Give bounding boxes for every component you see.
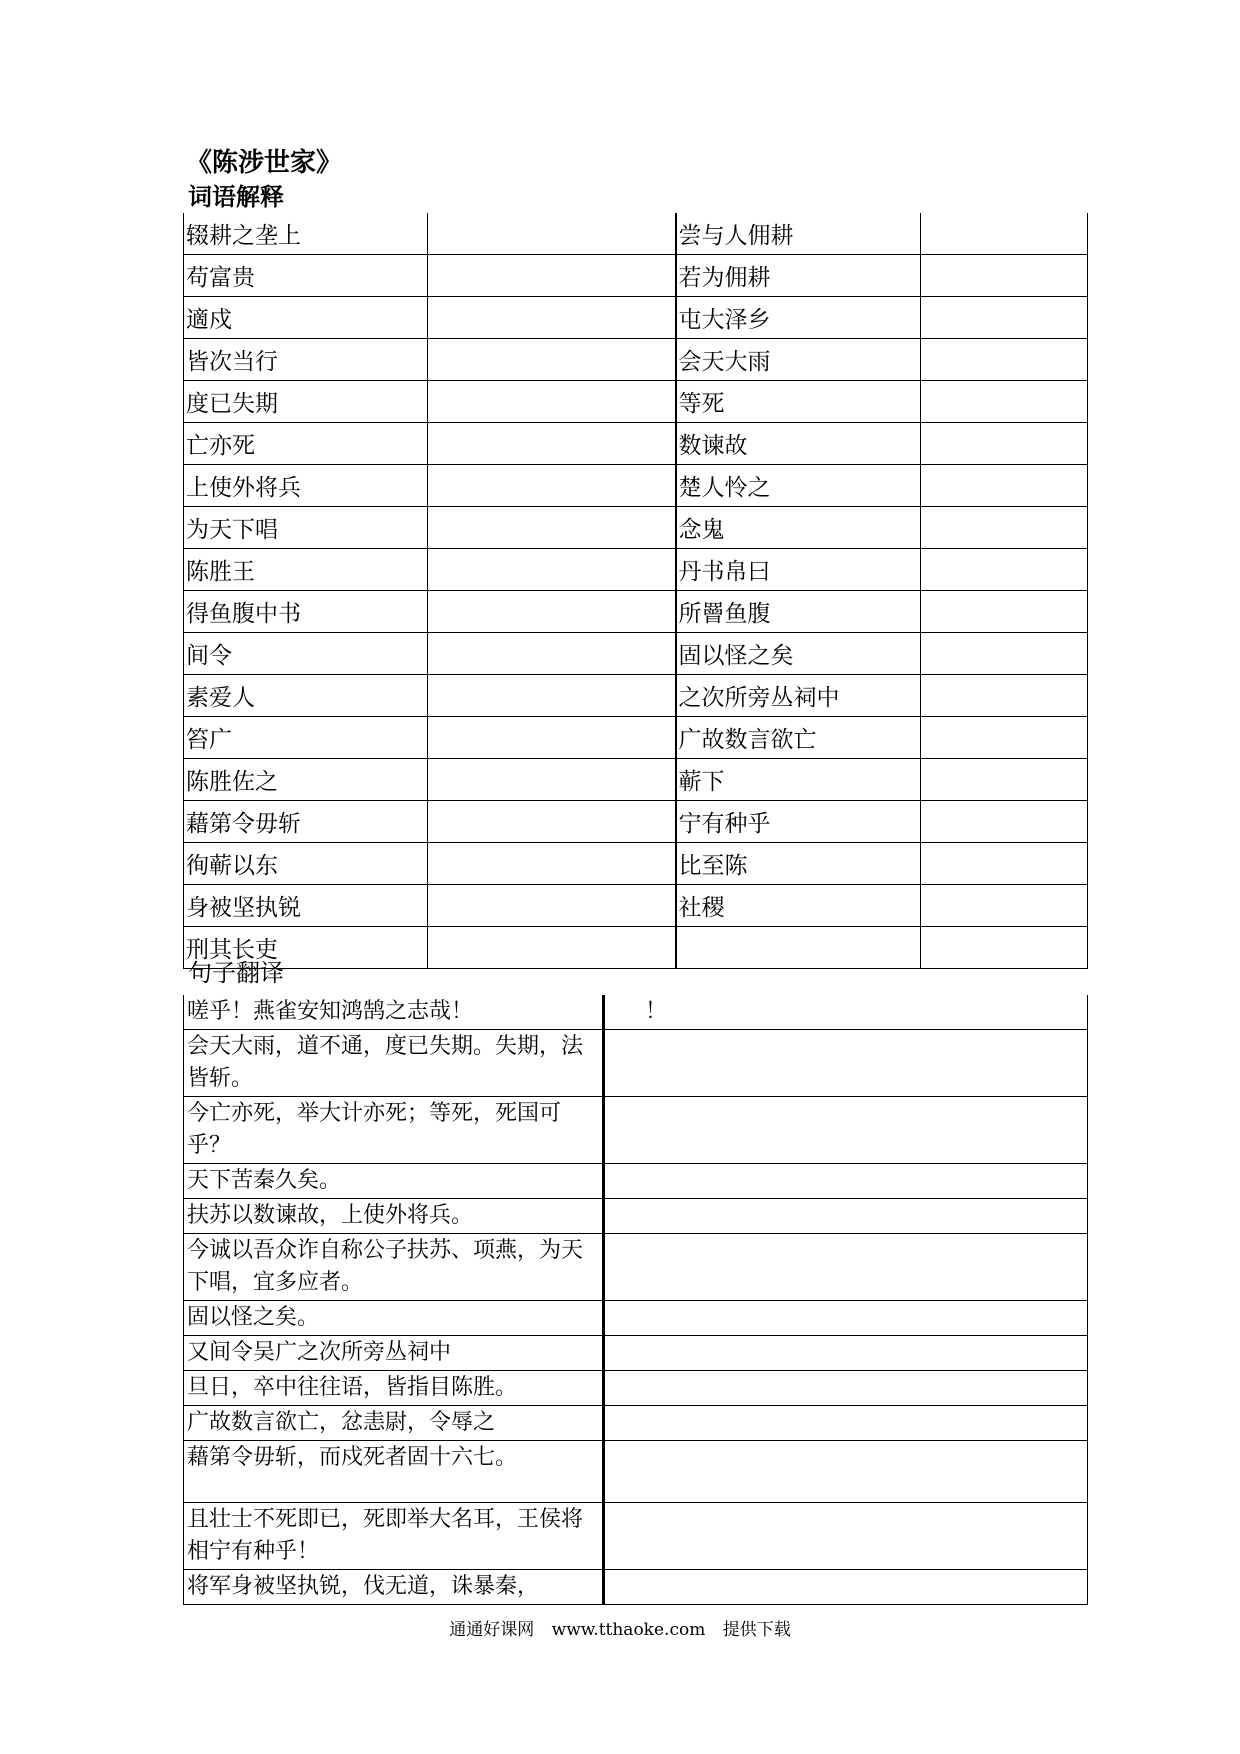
translation-answer[interactable] xyxy=(604,1234,1088,1301)
translation-row xyxy=(184,1301,1088,1336)
vocab-term-right: 社稷 xyxy=(676,885,921,927)
vocab-term-left: 身被坚执锐 xyxy=(184,885,428,927)
translation-sentence: 扶苏以数谏故，上使外将兵。 xyxy=(184,1199,604,1234)
vocab-term-right: 等死 xyxy=(676,381,921,423)
vocab-answer-left[interactable] xyxy=(428,381,676,423)
vocab-term-left: 得鱼腹中书 xyxy=(184,591,428,633)
translation-sentence: 今亡亦死，举大计亦死；等死，死国可乎？ xyxy=(184,1097,604,1164)
vocab-row xyxy=(184,507,1088,549)
translation-answer[interactable] xyxy=(604,1030,1088,1097)
translation-sentence: 且壮士不死即已，死即举大名耳，王侯将相宁有种乎！ xyxy=(184,1503,604,1570)
vocab-term-right: 会天大雨 xyxy=(676,339,921,381)
translation-table xyxy=(183,995,1088,1605)
translation-answer[interactable] xyxy=(604,1336,1088,1371)
translation-answer[interactable] xyxy=(604,1301,1088,1336)
vocab-row xyxy=(184,297,1088,339)
vocab-answer-left[interactable] xyxy=(428,633,676,675)
translation-row xyxy=(184,1030,1088,1097)
vocab-row xyxy=(184,549,1088,591)
vocab-answer-left[interactable] xyxy=(428,675,676,717)
vocab-term-left: 陈胜王 xyxy=(184,549,428,591)
vocab-answer-left[interactable] xyxy=(428,801,676,843)
vocab-term-left: 上使外将兵 xyxy=(184,465,428,507)
translation-heading: 句子翻译 xyxy=(188,959,284,987)
vocab-answer-right[interactable] xyxy=(921,591,1088,633)
translation-answer[interactable]: ！ xyxy=(604,995,1088,1030)
translation-row xyxy=(184,1164,1088,1199)
vocab-answer-right[interactable] xyxy=(921,717,1088,759)
vocab-term-left: 苟富贵 xyxy=(184,255,428,297)
vocab-term-left: 藉第令毋斩 xyxy=(184,801,428,843)
translation-answer[interactable] xyxy=(604,1199,1088,1234)
translation-sentence: 将军身被坚执锐，伐无道，诛暴秦， xyxy=(184,1570,604,1605)
vocab-answer-left[interactable] xyxy=(428,255,676,297)
translation-answer[interactable] xyxy=(604,1406,1088,1441)
vocab-row xyxy=(184,591,1088,633)
vocab-row xyxy=(184,255,1088,297)
vocab-term-right: 所罾鱼腹 xyxy=(676,591,921,633)
vocab-term-left: 间令 xyxy=(184,633,428,675)
vocab-answer-left[interactable] xyxy=(428,339,676,381)
vocab-row xyxy=(184,465,1088,507)
vocab-term-right: 若为佣耕 xyxy=(676,255,921,297)
vocab-row xyxy=(184,717,1088,759)
translation-row xyxy=(184,1097,1088,1164)
vocab-answer-right[interactable] xyxy=(921,255,1088,297)
vocab-row xyxy=(184,759,1088,801)
vocab-answer-right[interactable] xyxy=(921,759,1088,801)
vocab-row xyxy=(184,927,1088,969)
vocab-answer-left[interactable] xyxy=(428,591,676,633)
vocab-answer-left[interactable] xyxy=(428,927,676,969)
vocab-term-right: 丹书帛曰 xyxy=(676,549,921,591)
vocab-answer-left[interactable] xyxy=(428,843,676,885)
footer-url[interactable]: www.tthaoke.com xyxy=(551,1620,706,1640)
vocab-answer-right[interactable] xyxy=(921,339,1088,381)
vocab-term-right: 宁有种乎 xyxy=(676,801,921,843)
translation-row xyxy=(184,1371,1088,1406)
vocab-answer-right[interactable] xyxy=(921,213,1088,255)
vocab-row xyxy=(184,213,1088,255)
translation-row xyxy=(184,1406,1088,1441)
vocab-answer-left[interactable] xyxy=(428,465,676,507)
translation-answer[interactable] xyxy=(604,1371,1088,1406)
vocab-answer-right[interactable] xyxy=(921,507,1088,549)
vocab-answer-right[interactable] xyxy=(921,801,1088,843)
vocab-answer-right[interactable] xyxy=(921,465,1088,507)
vocab-row xyxy=(184,885,1088,927)
vocab-answer-right[interactable] xyxy=(921,381,1088,423)
vocab-term-right: 蕲下 xyxy=(676,759,921,801)
translation-answer[interactable] xyxy=(604,1503,1088,1570)
vocab-term-left: 素爱人 xyxy=(184,675,428,717)
vocab-answer-left[interactable] xyxy=(428,507,676,549)
translation-sentence: 固以怪之矣。 xyxy=(184,1301,604,1336)
footer-site: 通通好课网 xyxy=(449,1620,535,1640)
vocab-term-left: 度已失期 xyxy=(184,381,428,423)
translation-sentence: 广故数言欲亡，忿恚尉，令辱之 xyxy=(184,1406,604,1441)
translation-row xyxy=(184,1441,1088,1503)
vocab-answer-right[interactable] xyxy=(921,423,1088,465)
vocab-term-right: 楚人怜之 xyxy=(676,465,921,507)
vocab-term-right: 尝与人佣耕 xyxy=(676,213,921,255)
vocab-table xyxy=(183,213,1088,969)
vocab-answer-left[interactable] xyxy=(428,549,676,591)
vocab-answer-left[interactable] xyxy=(428,423,676,465)
vocab-term-left: 辍耕之垄上 xyxy=(184,213,428,255)
vocab-term-right xyxy=(676,927,921,969)
vocab-answer-left[interactable] xyxy=(428,297,676,339)
vocab-term-right: 固以怪之矣 xyxy=(676,633,921,675)
vocab-answer-left[interactable] xyxy=(428,885,676,927)
translation-sentence: 藉第令毋斩，而戍死者固十六七。 xyxy=(184,1441,604,1503)
vocab-term-right: 广故数言欲亡 xyxy=(676,717,921,759)
translation-answer[interactable] xyxy=(604,1164,1088,1199)
vocab-answer-left[interactable] xyxy=(428,759,676,801)
translation-row xyxy=(184,1503,1088,1570)
vocab-term-left: 徇蕲以东 xyxy=(184,843,428,885)
translation-sentence: 旦日，卒中往往语，皆指目陈胜。 xyxy=(184,1371,604,1406)
vocab-row xyxy=(184,423,1088,465)
vocab-row xyxy=(184,843,1088,885)
translation-row xyxy=(184,1336,1088,1371)
translation-sentence: 又间令吴广之次所旁丛祠中 xyxy=(184,1336,604,1371)
translation-sentence: 嗟乎！燕雀安知鸿鹄之志哉！ xyxy=(184,995,604,1030)
vocab-row xyxy=(184,381,1088,423)
vocab-heading: 词语解释 xyxy=(188,182,284,211)
vocab-term-right: 比至陈 xyxy=(676,843,921,885)
vocab-term-left: 陈胜佐之 xyxy=(184,759,428,801)
translation-row xyxy=(184,1234,1088,1301)
vocab-answer-right[interactable] xyxy=(921,549,1088,591)
vocab-row xyxy=(184,633,1088,675)
translation-row xyxy=(184,1570,1088,1605)
page-title: 《陈涉世家》 xyxy=(186,148,343,178)
translation-answer[interactable] xyxy=(604,1570,1088,1605)
vocab-answer-right[interactable] xyxy=(921,927,1088,969)
vocab-row xyxy=(184,339,1088,381)
vocab-answer-left[interactable] xyxy=(428,717,676,759)
vocab-term-right: 数谏故 xyxy=(676,423,921,465)
vocab-term-left: 为天下唱 xyxy=(184,507,428,549)
vocab-answer-right[interactable] xyxy=(921,843,1088,885)
vocab-term-left: 皆次当行 xyxy=(184,339,428,381)
vocab-term-right: 念鬼 xyxy=(676,507,921,549)
vocab-answer-right[interactable] xyxy=(921,297,1088,339)
translation-answer[interactable] xyxy=(604,1097,1088,1164)
translation-sentence: 天下苦秦久矣。 xyxy=(184,1164,604,1199)
vocab-row xyxy=(184,801,1088,843)
vocab-term-left: 刑其长吏 xyxy=(184,927,428,969)
vocab-answer-left[interactable] xyxy=(428,213,676,255)
translation-row xyxy=(184,1199,1088,1234)
translation-row xyxy=(184,995,1088,1030)
vocab-term-left: 笞广 xyxy=(184,717,428,759)
vocab-answer-right[interactable] xyxy=(921,675,1088,717)
vocab-answer-right[interactable] xyxy=(921,633,1088,675)
translation-sentence: 今诚以吾众诈自称公子扶苏、项燕，为天下唱，宜多应者。 xyxy=(184,1234,604,1301)
translation-sentence: 会天大雨，道不通，度已失期。失期，法皆斩。 xyxy=(184,1030,604,1097)
translation-answer[interactable] xyxy=(604,1441,1088,1503)
vocab-row xyxy=(184,675,1088,717)
vocab-term-left: 適戍 xyxy=(184,297,428,339)
vocab-term-right: 之次所旁丛祠中 xyxy=(676,675,921,717)
footer xyxy=(0,1615,1240,1640)
vocab-term-left: 亡亦死 xyxy=(184,423,428,465)
footer-suffix: 提供下载 xyxy=(722,1620,791,1640)
vocab-answer-right[interactable] xyxy=(921,885,1088,927)
vocab-term-right: 屯大泽乡 xyxy=(676,297,921,339)
